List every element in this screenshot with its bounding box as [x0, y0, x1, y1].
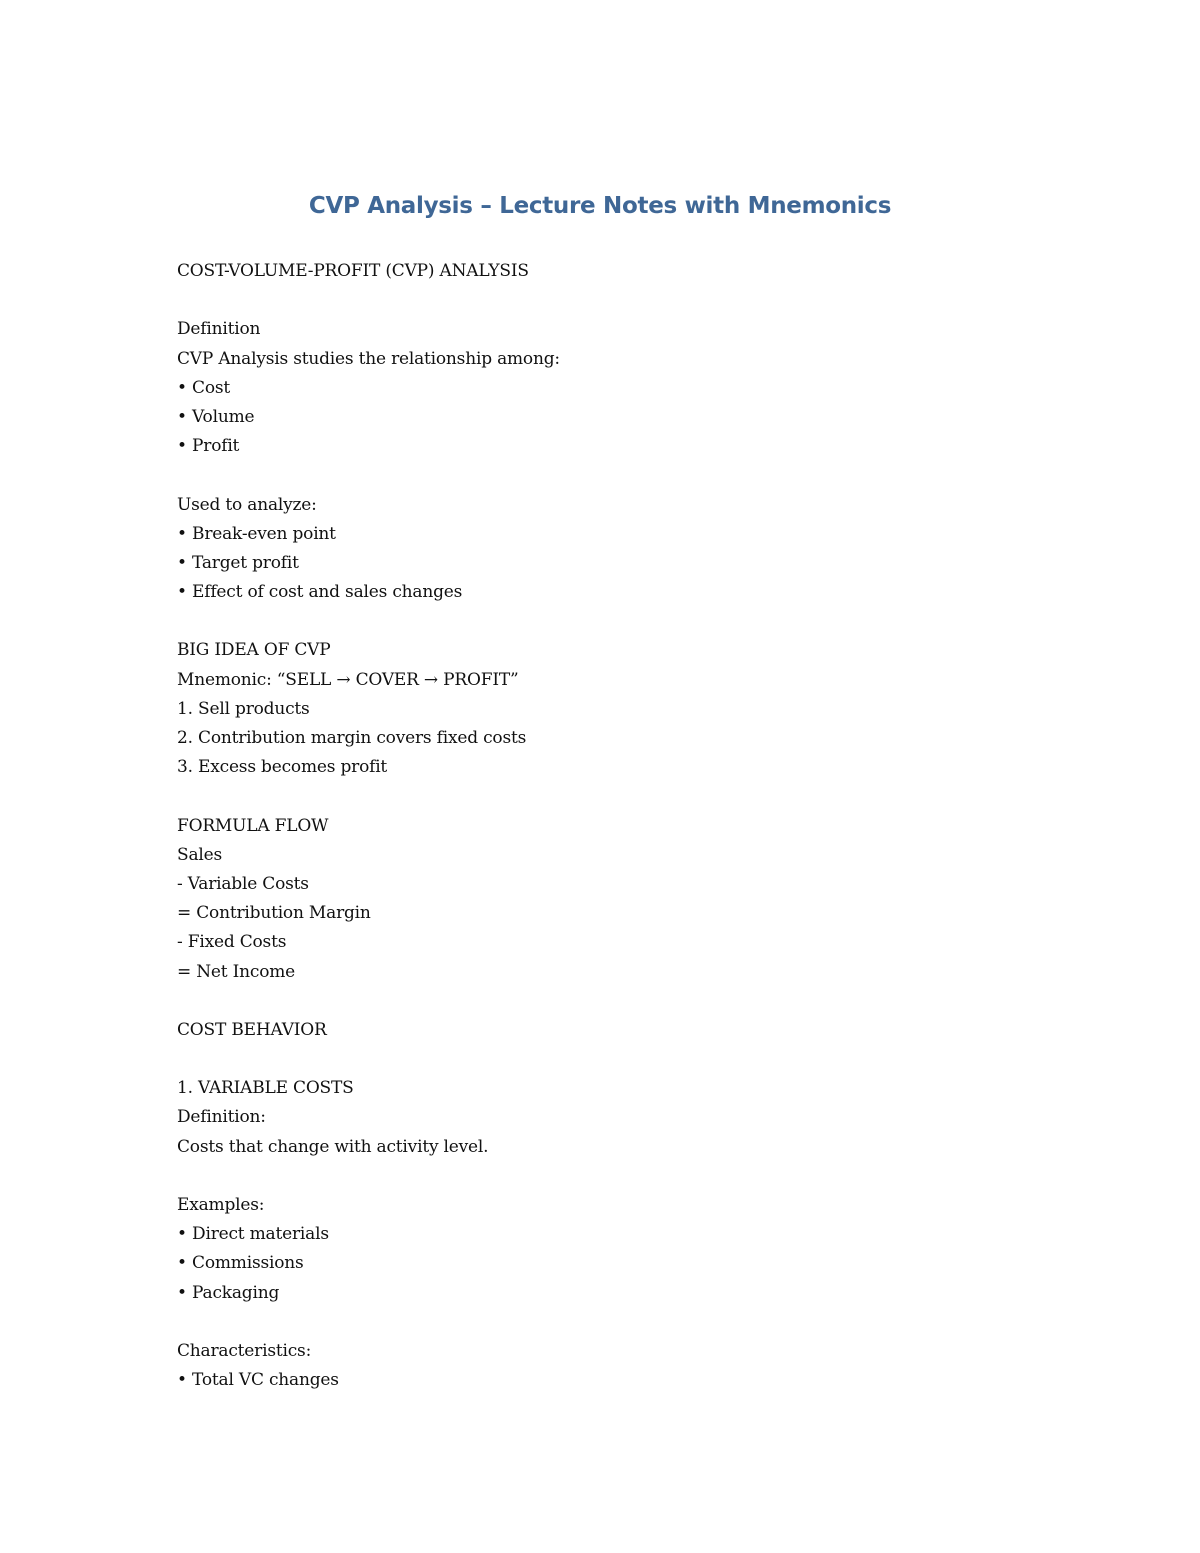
bullet-item: • Commissions — [177, 1253, 304, 1274]
text-line: Costs that change with activity level. — [177, 1136, 489, 1157]
bullet-item: • Profit — [177, 436, 240, 457]
text-line: Examples: — [177, 1195, 265, 1215]
text-line: - Fixed Costs — [177, 932, 287, 953]
text-line: Definition: — [177, 1107, 266, 1128]
blank-line — [177, 286, 1077, 315]
text-line: Mnemonic: “SELL → COVER → PROFIT” — [177, 669, 519, 690]
text-line: = Net Income — [177, 961, 296, 982]
document-title: CVP Analysis – Lecture Notes with Mnemonics — [308, 193, 892, 219]
text-line: COST-VOLUME-PROFIT (CVP) ANALYSIS — [177, 261, 529, 281]
bullet-item: • Effect of cost and sales changes — [177, 582, 463, 603]
blank-line — [177, 987, 1077, 1016]
bullet-item: • Cost — [177, 377, 231, 398]
bullet-item: • Packaging — [177, 1282, 280, 1303]
blank-line — [177, 1045, 1077, 1074]
bullet-item: • Break-even point — [177, 523, 336, 544]
document-body — [177, 257, 1077, 1395]
text-line: Used to analyze: — [177, 494, 317, 515]
text-line: 1. Sell products — [177, 698, 310, 719]
text-line: Sales — [177, 844, 223, 865]
text-line: FORMULA FLOW — [177, 815, 329, 836]
blank-line — [177, 1162, 1077, 1191]
text-line: 1. VARIABLE COSTS — [177, 1078, 354, 1099]
blank-line — [177, 782, 1077, 811]
bullet-item: • Total VC changes — [177, 1370, 339, 1391]
text-line: - Variable Costs — [177, 873, 309, 894]
blank-line — [177, 461, 1077, 490]
bullet-item: • Direct materials — [177, 1224, 329, 1245]
text-line: Characteristics: — [177, 1340, 312, 1361]
blank-line — [177, 607, 1077, 636]
text-line: Definition — [177, 319, 261, 340]
text-line: 3. Excess becomes profit — [177, 757, 388, 778]
blank-line — [177, 1308, 1077, 1337]
text-line: CVP Analysis studies the relationship among: — [177, 348, 560, 369]
bullet-item: • Target profit — [177, 552, 299, 573]
text-line: 2. Contribution margin covers fixed costs — [177, 728, 527, 748]
bullet-item: • Volume — [177, 406, 255, 427]
text-line: COST BEHAVIOR — [177, 1019, 327, 1040]
text-line: BIG IDEA OF CVP — [177, 640, 331, 661]
text-line: = Contribution Margin — [177, 903, 371, 924]
